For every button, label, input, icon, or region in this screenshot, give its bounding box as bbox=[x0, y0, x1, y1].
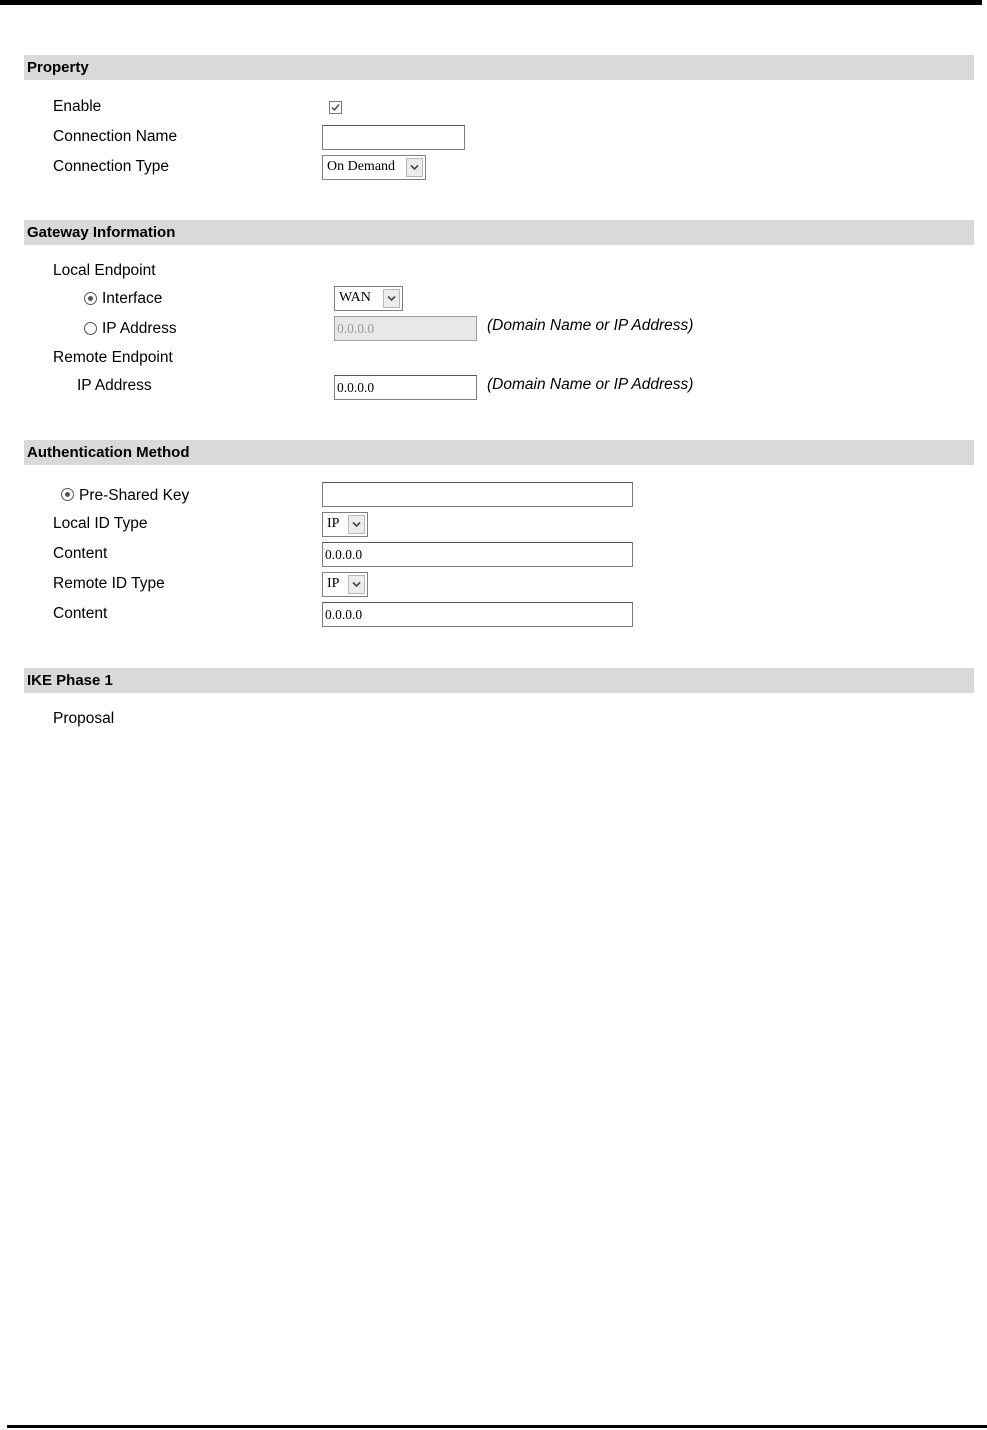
remote-id-type-selected-value: IP bbox=[327, 576, 340, 591]
remote-id-type-label: Remote ID Type bbox=[53, 575, 165, 592]
interface-label: Interface bbox=[102, 290, 163, 307]
remote-ip-address-label: IP Address bbox=[77, 377, 152, 394]
interface-dropdown-button[interactable] bbox=[383, 289, 400, 308]
connection-type-selected-value: On Demand bbox=[327, 159, 396, 174]
checkmark-icon bbox=[331, 103, 340, 112]
connection-type-dropdown-button[interactable] bbox=[406, 158, 423, 177]
ip-address-radio[interactable] bbox=[84, 322, 97, 335]
enable-label: Enable bbox=[53, 98, 102, 115]
chevron-down-icon bbox=[410, 164, 419, 171]
ip-address-label: IP Address bbox=[102, 320, 177, 337]
remote-endpoint-label: Remote Endpoint bbox=[53, 349, 173, 366]
pre-shared-key-input[interactable] bbox=[322, 482, 633, 507]
pre-shared-key-label: Pre-Shared Key bbox=[79, 487, 190, 504]
top-rule bbox=[0, 0, 982, 5]
connection-name-input[interactable] bbox=[322, 125, 465, 150]
remote-ip-address-input[interactable]: 0.0.0.0 bbox=[334, 375, 477, 400]
connection-type-select[interactable] bbox=[322, 155, 426, 180]
enable-checkbox[interactable] bbox=[329, 101, 342, 114]
local-ip-hint: (Domain Name or IP Address) bbox=[487, 317, 694, 334]
chevron-down-icon bbox=[387, 295, 396, 302]
pre-shared-key-radio[interactable] bbox=[61, 488, 74, 501]
remote-ip-hint: (Domain Name or IP Address) bbox=[487, 376, 694, 393]
local-id-type-label: Local ID Type bbox=[53, 515, 148, 532]
local-endpoint-label: Local Endpoint bbox=[53, 262, 156, 279]
interface-select[interactable] bbox=[334, 286, 403, 311]
remote-content-input[interactable]: 0.0.0.0 bbox=[322, 602, 633, 627]
local-id-type-select[interactable] bbox=[322, 512, 368, 537]
gateway-section-header: Gateway Information bbox=[24, 220, 974, 245]
remote-content-label: Content bbox=[53, 605, 108, 622]
interface-selected-value: WAN bbox=[339, 290, 371, 305]
local-ip-address-input[interactable]: 0.0.0.0 bbox=[334, 316, 477, 341]
local-content-input[interactable]: 0.0.0.0 bbox=[322, 542, 633, 567]
property-section-header: Property bbox=[24, 55, 974, 80]
connection-type-label: Connection Type bbox=[53, 158, 170, 175]
local-id-type-selected-value: IP bbox=[327, 516, 340, 531]
auth-section-header: Authentication Method bbox=[24, 440, 974, 465]
ike-phase1-section-header: IKE Phase 1 bbox=[24, 668, 974, 693]
interface-radio[interactable] bbox=[84, 292, 97, 305]
chevron-down-icon bbox=[352, 521, 361, 528]
bottom-rule bbox=[7, 1425, 987, 1428]
remote-id-type-select[interactable] bbox=[322, 572, 368, 597]
chevron-down-icon bbox=[352, 581, 361, 588]
local-content-label: Content bbox=[53, 545, 108, 562]
local-id-type-dropdown-button[interactable] bbox=[348, 515, 365, 534]
remote-id-type-dropdown-button[interactable] bbox=[348, 575, 365, 594]
connection-name-label: Connection Name bbox=[53, 128, 178, 145]
proposal-label: Proposal bbox=[53, 710, 115, 727]
